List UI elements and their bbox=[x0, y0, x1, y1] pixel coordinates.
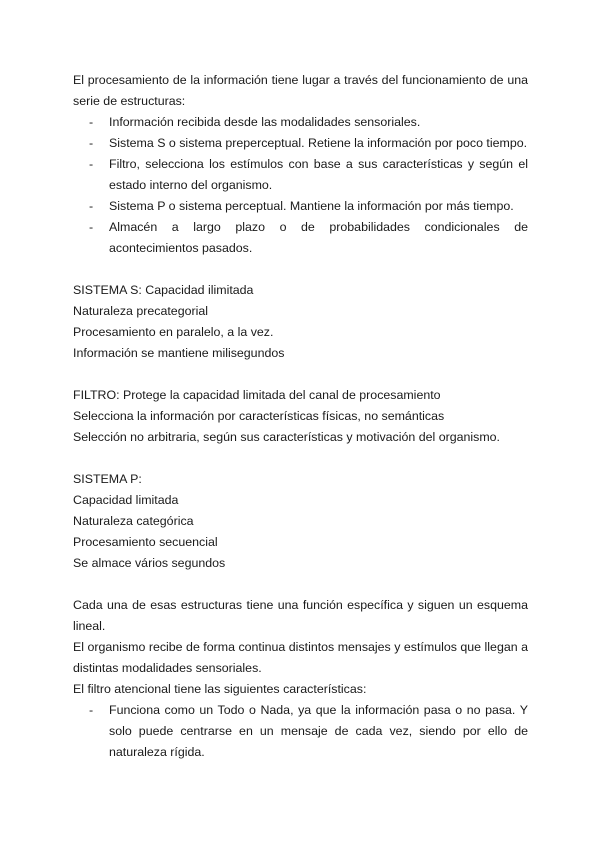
text-line: Selecciona la información por características físicas, no semánticas bbox=[73, 409, 445, 423]
list-item: - Información recibida desde las modalidades sensoriales. bbox=[73, 112, 528, 133]
sistema-p-section bbox=[73, 469, 528, 574]
dash-bullet: - bbox=[89, 220, 94, 234]
text-line: Se almace vários segundos bbox=[73, 556, 226, 570]
sistema-p-heading: SISTEMA P: bbox=[73, 472, 142, 486]
paragraph-gap bbox=[73, 259, 528, 280]
text-line: Selección no arbitraria, según sus características y motivación del organismo. bbox=[73, 430, 500, 444]
dash-bullet: - bbox=[89, 136, 94, 150]
text-line: Naturaleza categórica bbox=[73, 514, 194, 528]
text-line: Procesamiento secuencial bbox=[73, 535, 218, 549]
list-item: - Filtro, selecciona los estímulos con base a sus características y según el estado interno del organismo. bbox=[73, 154, 528, 196]
dash-bullet: - bbox=[89, 703, 94, 717]
dash-bullet: - bbox=[89, 199, 94, 213]
list-item: - Sistema P o sistema perceptual. Mantiene la información por más tiempo. bbox=[73, 196, 528, 217]
paragraph-gap bbox=[73, 448, 528, 469]
filter-characteristics-list bbox=[73, 700, 528, 763]
filtro-heading: FILTRO: Protege la capacidad limitada del canal de procesamiento bbox=[73, 388, 441, 402]
closing-paragraph-1: Cada una de esas estructuras tiene una función específica y siguen un esquema lineal. bbox=[73, 598, 528, 633]
paragraph-gap bbox=[73, 574, 528, 595]
text-line: Naturaleza precategorial bbox=[73, 304, 208, 318]
sistema-s-section bbox=[73, 280, 528, 364]
list-item: - Funciona como un Todo o Nada, ya que la información pasa o no pasa. Y solo puede centrarse en un mensaje de cada vez, siendo por ello de naturaleza rígida. bbox=[73, 700, 528, 763]
closing-paragraph-3: El filtro atencional tiene las siguientes características: bbox=[73, 682, 367, 696]
intro-list bbox=[73, 112, 528, 259]
list-item: - Almacén a largo plazo o de probabilidades condicionales de acontecimientos pasados. bbox=[73, 217, 528, 259]
closing-paragraph-2: El organismo recibe de forma continua distintos mensajes y estímulos que llegan a distintas modalidades sensoriales. bbox=[73, 640, 528, 675]
paragraph-gap bbox=[73, 364, 528, 385]
dash-bullet: - bbox=[89, 115, 94, 129]
text-line: Procesamiento en paralelo, a la vez. bbox=[73, 325, 274, 339]
list-item: - Sistema S o sistema preperceptual. Retiene la información por poco tiempo. bbox=[73, 133, 528, 154]
text-line: Capacidad limitada bbox=[73, 493, 179, 507]
filtro-section bbox=[73, 385, 528, 448]
closing-section bbox=[73, 595, 528, 763]
intro-paragraph: El procesamiento de la información tiene lugar a través del funcionamiento de una serie de estructuras: bbox=[73, 73, 528, 108]
sistema-s-heading: SISTEMA S: Capacidad ilimitada bbox=[73, 283, 254, 297]
dash-bullet: - bbox=[89, 157, 94, 171]
text-line: Información se mantiene milisegundos bbox=[73, 346, 285, 360]
document-page bbox=[73, 70, 528, 763]
